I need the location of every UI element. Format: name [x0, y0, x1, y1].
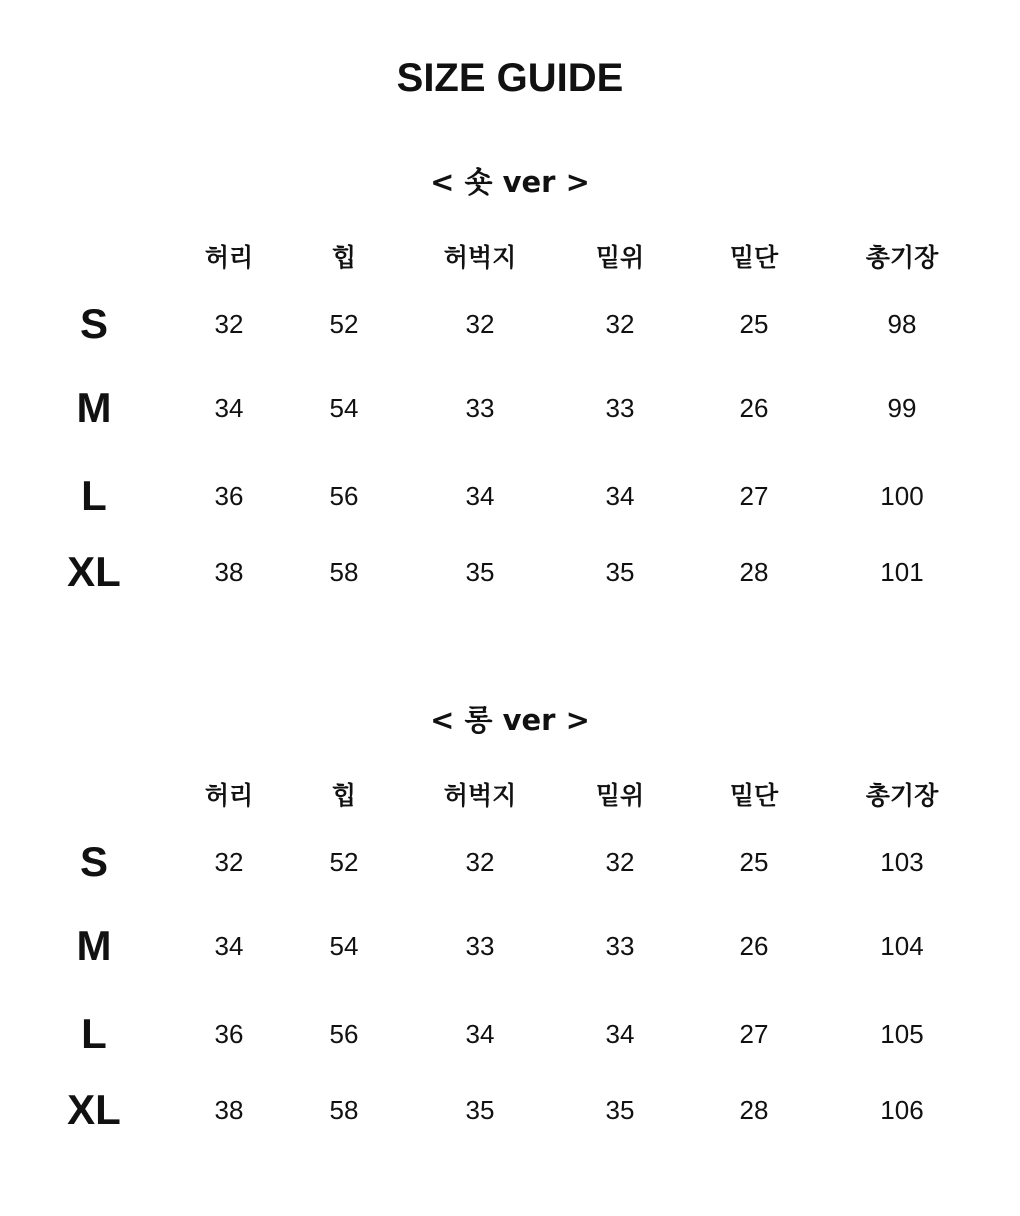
size-label: S — [79, 300, 108, 347]
measurement-cell: 104 — [880, 931, 924, 961]
measurement-cell: 26 — [739, 393, 769, 423]
column-header: 밑위 — [595, 781, 645, 810]
measurement-cell: 35 — [605, 1095, 635, 1125]
measurement-cell: 56 — [329, 481, 359, 511]
measurement-cell: 32 — [465, 847, 495, 877]
measurement-cell: 34 — [605, 481, 635, 511]
column-header: 밑위 — [595, 243, 645, 272]
measurement-cell: 33 — [605, 393, 635, 423]
measurement-cell: 34 — [465, 481, 495, 511]
column-header: 밑단 — [729, 781, 779, 810]
size-label: XL — [67, 548, 121, 595]
measurement-cell: 32 — [214, 847, 244, 877]
measurement-cell: 99 — [887, 393, 917, 423]
measurement-cell: 26 — [739, 931, 769, 961]
measurement-cell: 38 — [214, 1095, 244, 1125]
measurement-cell: 32 — [605, 309, 635, 339]
size-label: S — [79, 838, 108, 885]
measurement-cell: 28 — [739, 1095, 769, 1125]
measurement-cell: 54 — [329, 393, 359, 423]
measurement-cell: 56 — [329, 1019, 359, 1049]
size-table-section — [0, 162, 1020, 622]
measurement-cell: 101 — [880, 557, 924, 587]
measurement-cell: 32 — [465, 309, 495, 339]
measurement-cell: 36 — [214, 1019, 244, 1049]
measurement-cell: 32 — [605, 847, 635, 877]
measurement-cell: 27 — [739, 1019, 769, 1049]
measurement-cell: 34 — [605, 1019, 635, 1049]
measurement-cell: 27 — [739, 481, 769, 511]
measurement-cell: 35 — [465, 557, 495, 587]
size-label: M — [76, 384, 112, 431]
column-header: 밑단 — [729, 243, 779, 272]
measurement-cell: 33 — [465, 931, 495, 961]
column-header: 힙 — [331, 781, 357, 810]
measurement-cell: 38 — [214, 557, 244, 587]
measurement-cell: 25 — [739, 309, 769, 339]
measurement-cell: 52 — [329, 309, 359, 339]
column-header: 허리 — [204, 243, 254, 272]
size-table-section — [0, 700, 1020, 1160]
measurement-cell: 34 — [465, 1019, 495, 1049]
column-header: 허벅지 — [443, 781, 517, 810]
column-header: 힙 — [331, 243, 357, 272]
measurement-cell: 98 — [887, 309, 917, 339]
measurement-cell: 25 — [739, 847, 769, 877]
column-header: 허리 — [204, 781, 254, 810]
size-label: L — [81, 472, 107, 519]
measurement-cell: 103 — [880, 847, 924, 877]
measurement-cell: 28 — [739, 557, 769, 587]
measurement-cell: 33 — [605, 931, 635, 961]
measurement-cell: 33 — [465, 393, 495, 423]
measurement-cell: 34 — [214, 931, 244, 961]
measurement-cell: 54 — [329, 931, 359, 961]
measurement-cell: 52 — [329, 847, 359, 877]
size-label: XL — [67, 1086, 121, 1133]
column-header: 총기장 — [865, 781, 939, 810]
size-label: M — [76, 922, 112, 969]
measurement-cell: 58 — [329, 1095, 359, 1125]
section-title: < 롱 ver > — [430, 703, 590, 737]
measurement-cell: 58 — [329, 557, 359, 587]
measurement-cell: 32 — [214, 309, 244, 339]
size-label: L — [81, 1010, 107, 1057]
measurement-cell: 36 — [214, 481, 244, 511]
column-header: 허벅지 — [443, 243, 517, 272]
measurement-cell: 35 — [465, 1095, 495, 1125]
column-header: 총기장 — [865, 243, 939, 272]
measurement-cell: 35 — [605, 557, 635, 587]
measurement-cell: 105 — [880, 1019, 924, 1049]
section-title: < 숏 ver > — [430, 165, 590, 199]
page-title: SIZE GUIDE — [396, 56, 624, 100]
measurement-cell: 100 — [880, 481, 924, 511]
measurement-cell: 106 — [880, 1095, 924, 1125]
measurement-cell: 34 — [214, 393, 244, 423]
